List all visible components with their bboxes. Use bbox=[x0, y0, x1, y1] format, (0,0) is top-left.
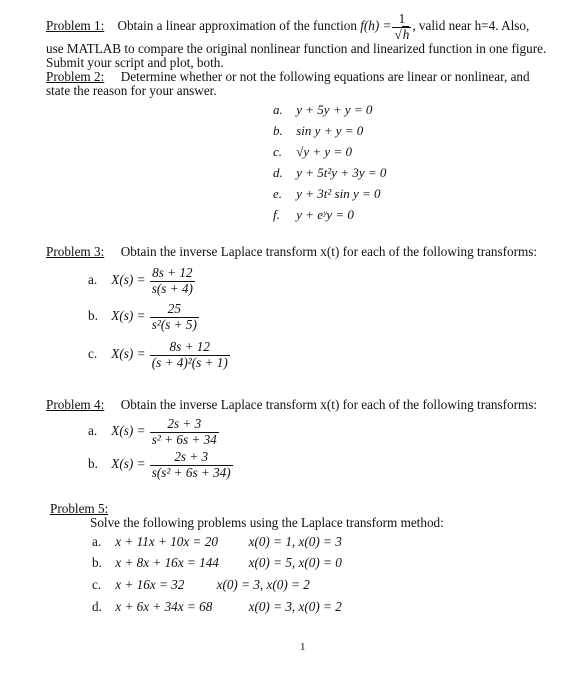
problem2-eq-f bbox=[273, 208, 354, 223]
item-label: a. bbox=[88, 272, 98, 288]
initial-conditions: x(0) = 3, x(0) = 2 bbox=[248, 599, 342, 614]
equation-label: d. bbox=[273, 165, 283, 180]
fraction-numerator: 1 bbox=[392, 12, 411, 28]
fraction-denominator: √h bbox=[394, 26, 410, 42]
fraction-numerator: 8s + 12 bbox=[150, 340, 230, 356]
sqrt-symbol: √ bbox=[296, 144, 304, 159]
equation-label: a. bbox=[273, 102, 283, 117]
ode-equation: x + 11x + 10x = 20 bbox=[115, 534, 218, 549]
item-label: b. bbox=[92, 555, 102, 570]
transform-lhs: X(s) = bbox=[111, 308, 146, 324]
problem2-eq-d bbox=[273, 166, 386, 181]
problem3-item-c bbox=[88, 340, 231, 370]
equation-text: y + 3t² sin y = 0 bbox=[296, 186, 381, 201]
equation-text: y + eʸy = 0 bbox=[296, 207, 354, 222]
ode-equation: x + 6x + 34x = 68 bbox=[115, 599, 213, 614]
transform-fraction bbox=[150, 450, 233, 480]
transform-lhs: X(s) = bbox=[111, 423, 146, 439]
problem3-line1 bbox=[46, 245, 537, 260]
problem1-fraction bbox=[392, 12, 411, 42]
transform-lhs: X(s) = bbox=[111, 272, 146, 288]
problem3-title: Problem 3: bbox=[46, 244, 105, 259]
equation-text: y + 5y + y = 0 bbox=[296, 102, 373, 117]
equation-text: y + y = 0 bbox=[303, 144, 352, 159]
transform-fraction bbox=[150, 266, 195, 296]
problem2-eq-c bbox=[273, 145, 352, 160]
problem1-text-post: , valid near h=4. Also, bbox=[412, 18, 530, 34]
item-label: c. bbox=[88, 346, 98, 362]
fraction-numerator: 25 bbox=[150, 302, 199, 318]
equation-label: e. bbox=[273, 186, 283, 201]
problem1-func: f(h) = bbox=[360, 18, 392, 34]
problem3-text: Obtain the inverse Laplace transform x(t) for each of the following transforms: bbox=[120, 244, 538, 259]
equation-label: b. bbox=[273, 123, 283, 138]
problem1-title: Problem 1: bbox=[46, 18, 105, 34]
problem5-line1: Solve the following problems using the Laplace transform method: bbox=[90, 515, 444, 530]
initial-conditions: x(0) = 5, x(0) = 0 bbox=[248, 555, 342, 570]
fraction-denominator: s(s + 4) bbox=[151, 280, 193, 296]
problem2-eq-e bbox=[273, 187, 381, 202]
problem1-line2: use MATLAB to compare the original nonlinear function and linearized function in one figure. bbox=[46, 41, 547, 56]
item-label: c. bbox=[92, 577, 102, 592]
problem5-item-c bbox=[92, 578, 310, 593]
problem4-line1 bbox=[46, 398, 537, 413]
problem2-line2: state the reason for your answer. bbox=[46, 83, 217, 98]
problem2-title: Problem 2: bbox=[46, 69, 105, 84]
problem4-item-a bbox=[88, 417, 220, 447]
transform-lhs: X(s) = bbox=[111, 456, 146, 472]
transform-lhs: X(s) = bbox=[111, 346, 146, 362]
problem1-line3: Submit your script and plot, both. bbox=[46, 55, 224, 70]
equation-text: sin y + y = 0 bbox=[296, 123, 364, 138]
problem4-title: Problem 4: bbox=[46, 397, 105, 412]
fraction-denominator: (s + 4)²(s + 1) bbox=[151, 354, 228, 370]
ode-equation: x + 16x = 32 bbox=[115, 577, 185, 592]
fraction-denominator: s² + 6s + 34 bbox=[151, 431, 217, 447]
equation-label: c. bbox=[273, 144, 283, 159]
problem5-item-a bbox=[92, 535, 342, 550]
fraction-denominator: s²(s + 5) bbox=[151, 316, 197, 332]
item-label: d. bbox=[92, 599, 102, 614]
fraction-numerator: 2s + 3 bbox=[150, 417, 219, 433]
item-label: a. bbox=[88, 423, 98, 439]
page-number: 1 bbox=[300, 641, 306, 653]
problem5-title: Problem 5: bbox=[50, 501, 109, 516]
problem2-eq-a bbox=[273, 103, 372, 118]
initial-conditions: x(0) = 3, x(0) = 2 bbox=[216, 577, 310, 592]
initial-conditions: x(0) = 1, x(0) = 3 bbox=[248, 534, 342, 549]
equation-label: f. bbox=[273, 207, 280, 222]
transform-fraction bbox=[150, 417, 219, 447]
item-label: a. bbox=[92, 534, 102, 549]
problem3-item-a bbox=[88, 266, 196, 296]
transform-fraction bbox=[150, 302, 199, 332]
problem4-text: Obtain the inverse Laplace transform x(t) for each of the following transforms: bbox=[120, 397, 538, 412]
problem3-item-b bbox=[88, 302, 200, 332]
problem1-text: Obtain a linear approximation of the function bbox=[117, 18, 357, 34]
equation-text: y + 5t²y + 3y = 0 bbox=[296, 165, 387, 180]
item-label: b. bbox=[88, 456, 98, 472]
fraction-denominator: s(s² + 6s + 34) bbox=[151, 464, 231, 480]
problem2-text: Determine whether or not the following equations are linear or nonlinear, and bbox=[120, 69, 530, 84]
problem2-eq-b bbox=[273, 124, 363, 139]
problem4-item-b bbox=[88, 450, 234, 480]
ode-equation: x + 8x + 16x = 144 bbox=[115, 555, 219, 570]
problem1-line1 bbox=[46, 12, 529, 42]
transform-fraction bbox=[150, 340, 230, 370]
item-label: b. bbox=[88, 308, 98, 324]
problem5-item-d bbox=[92, 600, 342, 615]
fraction-numerator: 8s + 12 bbox=[150, 266, 195, 282]
problem5-item-b bbox=[92, 556, 342, 571]
fraction-numerator: 2s + 3 bbox=[150, 450, 233, 466]
